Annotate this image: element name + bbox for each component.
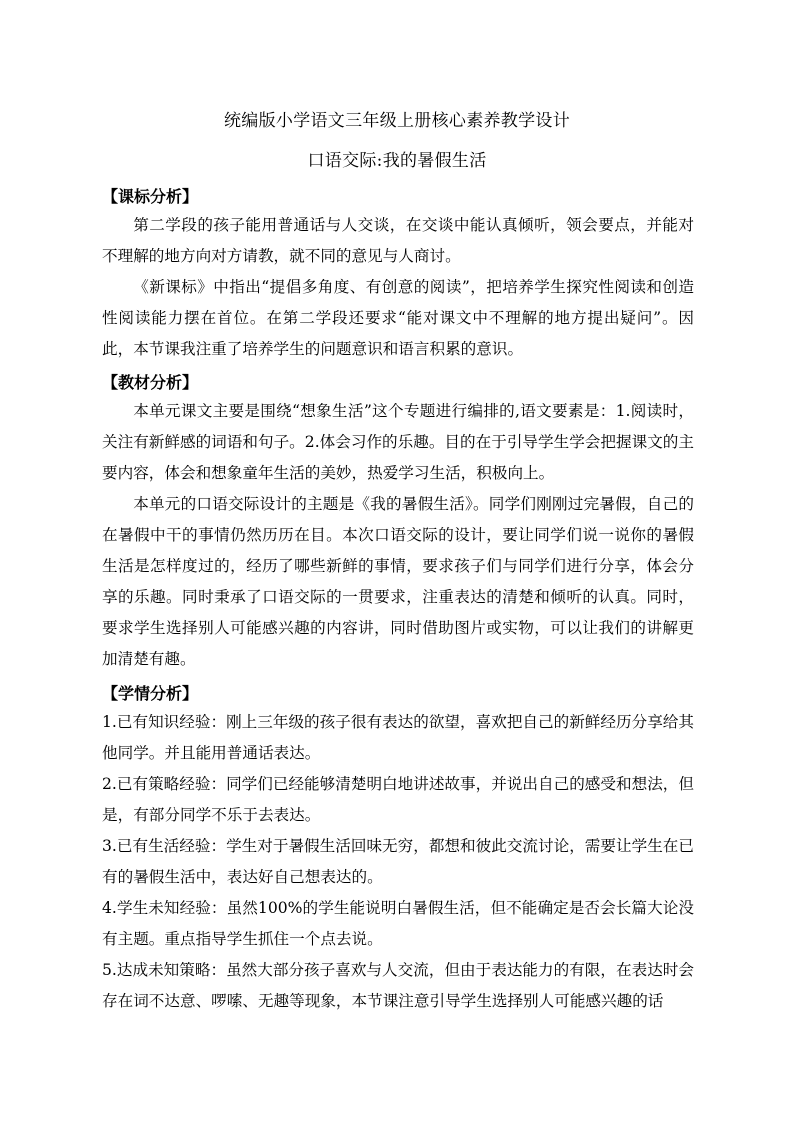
students-item-3: 3.已有生活经验：学生对于暑假生活回味无穷，都想和彼此交流讨论，需要让学生在已有的暑假生活中，表达好自己想表达的。 — [102, 837, 694, 886]
textbook-paragraph-2: 本单元的口语交际设计的主题是《我的暑假生活》。同学们刚刚过完暑假，自己的在暑假中干的事情仍然历历在目。本次口语交际的设计，要让同学们说一说你的暑假生活是怎样度过的，经历了哪些新鲜的事情，要求孩子们与同学们进行分享，体会分享的乐趣。同时秉承了口语交际的一贯要求，注重表达的清楚和倾听的认真。同时，要求学生选择别人可能感兴趣的内容讲，同时借助图片或实物，可以让我们的讲解更加清楚有趣。 — [102, 495, 694, 668]
document-title: 统编版小学语文三年级上册核心素养教学设计 — [224, 111, 570, 131]
curriculum-paragraph-2: 《新课标》中指出“提倡多角度、有创意的阅读”，把培养学生探究性阅读和创造性阅读能力摆在首位。在第二学段还要求“能对课文中不理解的地方提出疑问”。因此，本节课我注重了培养学生的问题意识和语言积累的意识。 — [102, 278, 694, 358]
students-item-5: 5.达成未知策略：虽然大部分孩子喜欢与人交流，但由于表达能力的有限，在表达时会存在词不达意、啰嗦、无趣等现象，本节课注意引导学生选择别人可能感兴趣的话 — [102, 961, 694, 1010]
section-heading-curriculum: 【课标分析】 — [102, 187, 199, 206]
section-heading-students: 【学情分析】 — [102, 684, 199, 703]
section-heading-textbook: 【教材分析】 — [102, 373, 199, 392]
students-item-4: 4.学生未知经验：虽然100%的学生能说明白暑假生活，但不能确定是否会长篇大论没有主题。重点指导学生抓住一个点去说。 — [102, 899, 694, 948]
curriculum-paragraph-1: 第二学段的孩子能用普通话与人交谈，在交谈中能认真倾听，领会要点，并能对不理解的地方向对方请教，就不同的意见与人商讨。 — [102, 216, 694, 265]
students-item-1: 1.已有知识经验：刚上三年级的孩子很有表达的欲望，喜欢把自己的新鲜经历分享给其他同学。并且能用普通话表达。 — [102, 713, 694, 762]
textbook-paragraph-1: 本单元课文主要是围绕“想象生活”这个专题进行编排的,语文要素是：1.阅读时，关注有新鲜感的词语和句子。2.体会习作的乐趣。目的在于引导学生学会把握课文的主要内容，体会和想象童年生活的美妙，热爱学习生活，积极向上。 — [102, 402, 694, 482]
students-item-2: 2.已有策略经验：同学们已经能够清楚明白地讲述故事，并说出自己的感受和想法，但是，有部分同学不乐于去表达。 — [102, 775, 694, 824]
document-subtitle: 口语交际:我的暑假生活 — [307, 151, 487, 171]
